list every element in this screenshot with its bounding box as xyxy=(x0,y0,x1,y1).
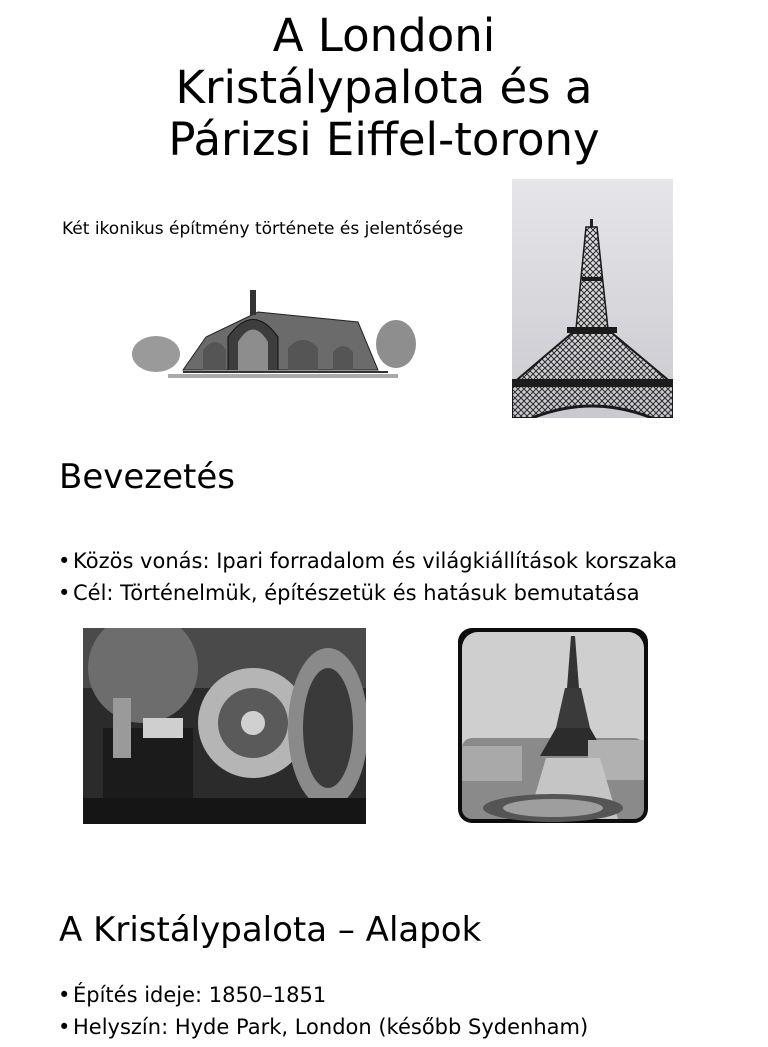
eiffel-tower-world-fair-photo xyxy=(458,628,648,823)
list-item: • Helyszín: Hyde Park, London (később Sydenham) xyxy=(58,1015,698,1040)
list-item: • Közös vonás: Ipari forradalom és világkiállítások korszaka xyxy=(58,549,698,574)
industrial-machinery-photo xyxy=(83,628,366,824)
title-line-3: Párizsi Eiffel-torony xyxy=(168,113,600,166)
subtitle: Két ikonikus építmény története és jelentősége xyxy=(62,219,464,239)
document-title xyxy=(0,10,768,166)
title-line-2: Kristálypalota és a xyxy=(175,61,593,114)
section-heading-introduction: Bevezetés xyxy=(59,457,236,497)
list-item: • Cél: Történelmük, építészetük és hatásuk bemutatása xyxy=(58,581,698,606)
crystal-palace-engraving xyxy=(128,282,416,382)
bullet-list-introduction xyxy=(58,549,698,613)
title-line-1: A Londoni xyxy=(272,9,496,62)
bullet-list-crystal-palace xyxy=(58,983,698,1047)
eiffel-tower-photo xyxy=(512,179,673,418)
section-heading-crystal-palace: A Kristálypalota – Alapok xyxy=(59,910,482,950)
list-item: • Építés ideje: 1850–1851 xyxy=(58,983,698,1008)
